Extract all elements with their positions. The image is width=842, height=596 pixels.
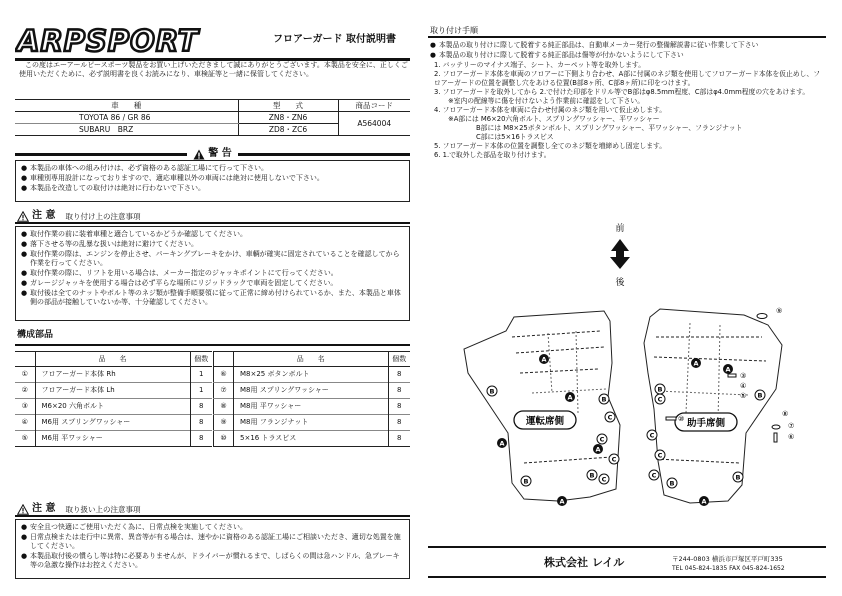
svg-text:B: B [657,385,663,394]
mark-c [609,454,619,464]
svg-text:B: B [589,471,595,480]
svg-text:C: C [649,431,655,440]
mark-b [521,476,531,486]
warning-box [15,160,410,202]
rear-label: 後 [615,278,625,288]
mark-b [733,472,743,482]
truss-screw-icon [666,417,676,420]
mark-b [667,478,677,488]
parts-rule [15,344,410,346]
intro-text: この度はエーアールピースポーツ製品をお買い上げいただきまして誠にありがとうございます。本製品を安全に、正しくご使用いただくために、必ず説明書を良くお読みになり、車検証等と一緒に保管してください。 [19,61,408,78]
mark-a [691,358,701,368]
svg-text:C: C [611,455,617,464]
parts-row: ② フロアーガード本体 Lh 1 [15,383,212,399]
mark-a [557,496,567,506]
mark-b [755,390,765,400]
svg-text:B: B [735,473,741,482]
callout-button-bolt: ⑥ [788,433,795,441]
brand-logo-text: ARPSPORT [17,26,199,56]
caution-item: ● 落下させる等の乱暴な扱いは絶対に避けてください。 [21,239,198,248]
company-address: 〒244-0803 横浜市戸塚区平戸町335 [672,555,783,563]
svg-text:A: A [701,497,707,506]
procedure-step-note: B部には M8×25ボタンボルト、スプリングワッシャー、平ワッシャー、フランジナット [476,123,743,132]
install-caution-heading [17,210,140,223]
procedure-step-note: ※室内の配線等に傷を付けないよう作業前に確認をして下さい。 [448,96,645,105]
svg-text:C: C [651,471,657,480]
install-caution-rule [15,222,410,224]
caution-item: ● 取付作業の際は、エンジンを停止させ、パーキングブレーキをかけ、車輌が確実に固定されていることを確認してから作業を行ってください。 [21,249,400,267]
fitment-table [15,99,410,136]
svg-text:B: B [601,395,607,404]
passenger-label: 助手席側 [686,418,726,429]
handling-caution-heading [17,503,140,516]
handling-item: ● 日常点検または走行中に異常、異音等が有る場合は、速やかに資格のある認証工場にご相談いただき、適切な処置を施してください。 [21,532,401,550]
mark-a [565,392,575,402]
parts-header-qty: 個数 [392,354,407,363]
handling-caution-title: 注 意 [32,503,56,514]
callout-flat-washer: ⑧ [782,410,789,418]
mark-a [699,496,709,506]
front-label: 前 [615,224,625,234]
parts-table-right [213,351,410,447]
fitment-code: A564004 [338,112,410,136]
callout-truss-screw: ⑩ [678,415,685,423]
left-column [15,20,410,582]
company-phone: TEL 045-824-1835 FAX 045-824-1652 [672,565,785,572]
fitment-model: SUBARU BRZ [15,124,238,136]
svg-text:C: C [657,395,663,404]
procedure-text [430,41,824,160]
svg-text:A: A [567,393,573,402]
procedure-title: 取り付け手順 [430,26,478,35]
mark-c [605,412,615,422]
svg-text:A: A [541,355,547,364]
mark-b [599,394,609,404]
parts-row: ⑨ M8用 フランジナット 8 [214,415,411,431]
svg-text:③: ③ [740,372,747,380]
procedure-note: ● 本製品の取り付けに際して脱着する純正部品は、自動車メーカー発行の整備解説書に従い作業して下さい [430,41,759,49]
warning-triangle-icon [193,149,205,160]
svg-text:C: C [599,435,605,444]
mark-a [497,438,507,448]
parts-header-qty: 個数 [194,354,209,363]
procedure-rule [428,36,826,38]
mark-c [655,394,665,404]
handling-caution-rule [15,515,410,517]
svg-text:A: A [595,445,601,454]
procedure-step-note: C部には5×16トラスビス [476,132,554,141]
right-column [428,18,826,584]
mark-a [539,354,549,364]
caution-triangle-icon [17,504,29,515]
caution-item: ● 取付後は全てのナットやボルト等のネジ類が整備手順要領に従って正常に締め付けられているか、また、本製品と車体側の部品が接触していないか等、十分確認してください。 [21,288,401,306]
fitment-row [15,112,410,124]
mark-b [587,470,597,480]
svg-text:B: B [669,479,675,488]
caution-item: ● ガレージジャッキを使用する場合は必ず平らな場所にリジッドラックで車両を固定してください。 [21,278,338,287]
mark-c [647,430,657,440]
mark-b [487,386,497,396]
svg-text:A: A [725,365,731,374]
warning-heading [15,148,410,161]
svg-text:B: B [757,391,763,400]
callout-flange-nut: ⑨ [776,307,783,315]
caution-item: ● 取付作業の前に装着車種と適合しているかどうか確認してください。 [21,230,247,238]
parts-row: ⑤ M6用 平ワッシャー 8 [15,431,212,447]
handling-caution-box [15,519,410,579]
doc-title: フロアーガード 取付説明書 [273,34,396,45]
svg-text:C: C [607,413,613,422]
svg-text:⑤: ⑤ [740,392,747,400]
handling-item: ● 安全且つ快適にご使用いただく為に、日常点検を実施してください。 [21,523,247,531]
procedure-note: ● 本製品の取り付けに際して脱着する純正部品は傷等が付かないようにして下さい [430,50,684,59]
mark-b [655,384,665,394]
fitment-header-code: 商品コード [338,100,410,112]
fitment-header-type: 型 式 [238,100,338,112]
svg-text:A: A [499,439,505,448]
parts-title: 構成部品 [17,330,54,340]
svg-text:B: B [523,477,529,486]
mark-a [723,364,733,374]
passenger-side-guard [644,309,782,503]
mark-c [597,434,607,444]
driver-label: 運転席側 [525,416,565,427]
parts-row: ⑥ M8×25 ボタンボルト 8 [214,367,411,383]
fitment-type: ZN8・ZN6 [238,112,338,124]
mark-a [593,444,603,454]
company-name: 株式会社 レイル [544,556,625,569]
install-caution-subtitle: 取り付け上の注意事項 [65,211,141,221]
caution-triangle-icon [17,211,29,222]
mark-c [599,474,609,484]
svg-text:C: C [601,475,607,484]
install-caution-title: 注 意 [32,210,56,221]
procedure-step-note: ※A部には M6×20六角ボルト、スプリングワッシャー、平ワッシャー [448,114,660,123]
handling-item: ● 本製品取付後の慣らし等は特に必要ありませんが、ドライバーが慣れるまで、しばらくの間は急ハンドル、急ブレーキ等の急激な操作はお控えください。 [21,551,400,569]
install-caution-box [15,226,410,321]
parts-row: ⑦ M8用 スプリングワッシャー 8 [214,383,411,399]
warning-item: ● 本製品の車体への組み付けは、必ず資格のある認証工場にて行って下さい。 [21,164,268,172]
svg-text:A: A [693,359,699,368]
fitment-model: TOYOTA 86 / GR 86 [15,112,238,124]
handling-caution-subtitle: 取り扱い上の注意事項 [65,504,141,514]
procedure-step: 1. バッテリーのマイナス端子、シート、カーペット等を取外します。 [434,60,645,69]
fitment-type: ZD8・ZC6 [238,124,338,136]
parts-table-left [15,351,212,447]
warning-item: ● 本製品を改造しての取付けは絶対に行わないで下さい。 [21,183,205,192]
caution-item: ● 取付作業の際に、リフトを用いる場合は、メーカー指定のジャッキポイントにて行ってください。 [21,268,338,277]
parts-row: ① フロアーガード本体 Rh 1 [15,367,212,383]
parts-header-name: 品 名 [234,352,389,367]
parts-row: ④ M6用 スプリングワッシャー 8 [15,415,212,431]
direction-arrow-icon [610,239,630,269]
mark-c [649,470,659,480]
company-footer [428,546,826,578]
warning-title: 警 告 [208,148,232,159]
parts-row: ⑧ M8用 平ワッシャー 8 [214,399,411,415]
svg-text:A: A [559,497,565,506]
svg-text:C: C [657,451,663,460]
procedure-step: 3. フロアーガードを取外してから 2.で付けた印部をドリル等でB部はφ8.5mm程度、C部はφ4.0mm程度の穴をあけます。 [434,87,810,96]
m6-bolt-callouts [728,372,746,400]
parts-row: ③ M6×20 六角ボルト 8 [15,399,212,415]
fitment-header-model: 車 種 [15,100,238,112]
procedure-step: 5. フロアーガード本体の位置を調整し全てのネジ類を増締めし固定します。 [434,141,667,150]
parts-header-name: 品 名 [35,352,190,367]
brand-logo [15,26,220,59]
installation-diagram [428,213,826,513]
procedure-step: 4. フロアーガード本体を車両に合わせ付属のネジ類を用いて仮止めします。 [434,105,667,114]
callout-spring-washer: ⑦ [788,422,795,430]
procedure-step: 6. 1.で取外した部品を取り付けます。 [434,150,551,159]
mark-c [655,450,665,460]
parts-row: ⑩ 5×16 トラスビス 8 [214,431,411,447]
svg-text:B: B [489,387,495,396]
warning-item: ● 車種別専用設計になっておりますので、適応車種以外の車両には絶対に使用しないで下さい。 [21,173,324,182]
svg-text:④: ④ [740,382,747,390]
procedure-step: 2. フロアーガード本体を車両のフロアーに下側より合わせ、A部に付属のネジ類を使用してフロアーガード本体を仮止めし、フロアーガードの位置を調整し穴をあける位置(B部8ヶ所、C部8ヶ所)に印をつけます。 [434,69,821,87]
